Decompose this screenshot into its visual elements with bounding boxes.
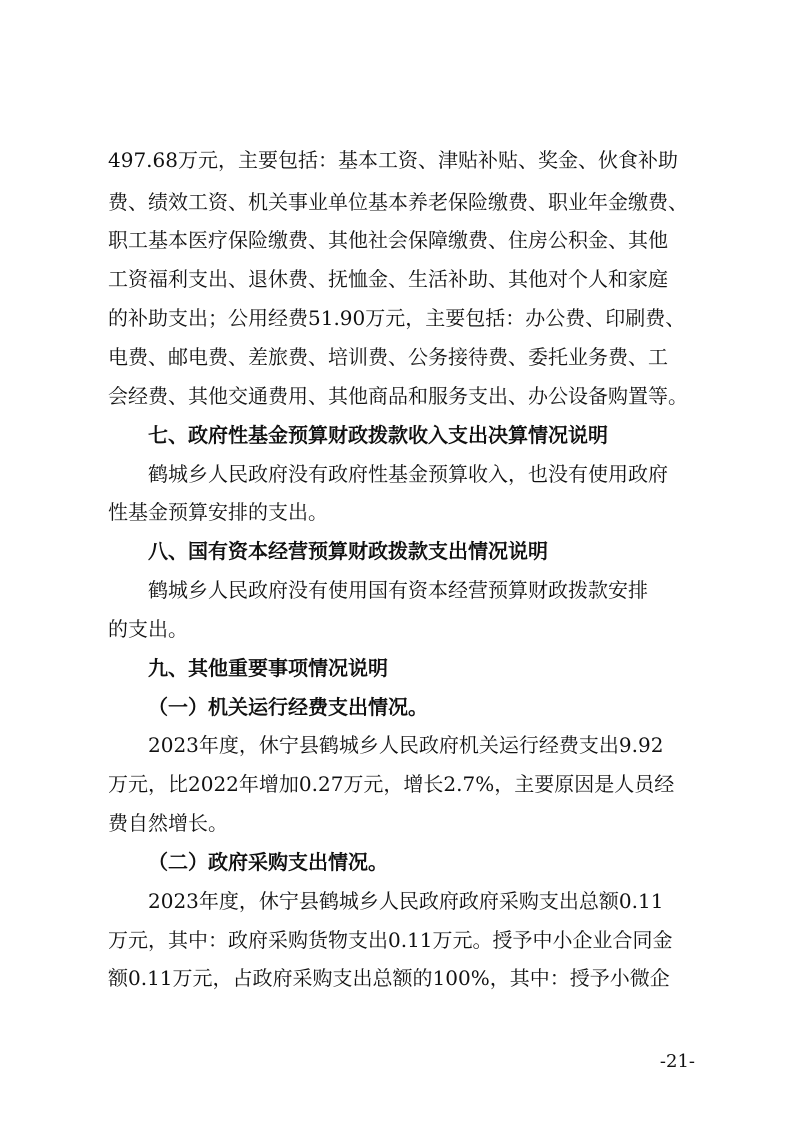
body-text-line: 2023年度，休宁县鹤城乡人民政府政府采购支出总额0.11 <box>148 889 664 913</box>
body-text-line: 的支出。 <box>108 617 188 641</box>
body-text-line: 费、绩效工资、机关事业单位基本养老保险缴费、职业年金缴费、 <box>108 190 688 214</box>
body-text-line: 电费、邮电费、差旅费、培训费、公务接待费、委托业务费、工 <box>108 345 668 369</box>
body-text-line: 额0.11万元，占政府采购支出总额的100%，其中：授予小微企 <box>108 966 670 990</box>
body-text-line: 鹤城乡人民政府没有使用国有资本经营预算财政拨款安排 <box>148 578 648 602</box>
subsection-heading: （一）机关运行经费支出情况。 <box>148 695 428 719</box>
body-text-line: 鹤城乡人民政府没有政府性基金预算收入，也没有使用政府 <box>148 462 668 486</box>
body-text-line: 万元，比2022年增加0.27万元，增长2.7%，主要原因是人员经 <box>108 772 675 796</box>
body-text-line: 2023年度，休宁县鹤城乡人民政府机关运行经费支出9.92 <box>148 733 664 757</box>
page-number: -21- <box>659 1051 695 1072</box>
body-text-line: 工资福利支出、退休费、抚恤金、生活补助、其他对个人和家庭 <box>108 267 668 291</box>
body-text-line: 费自然增长。 <box>108 811 228 835</box>
body-text-line: 会经费、其他交通费用、其他商品和服务支出、办公设备购置等。 <box>108 384 688 408</box>
section-heading: 七、政府性基金预算财政拨款收入支出决算情况说明 <box>148 423 608 447</box>
subsection-heading: （二）政府采购支出情况。 <box>148 850 388 874</box>
body-text-line: 的补助支出；公用经费51.90万元，主要包括：办公费、印刷费、 <box>108 306 686 330</box>
section-heading: 八、国有资本经营预算财政拨款支出情况说明 <box>148 539 548 563</box>
body-text-line: 497.68万元，主要包括：基本工资、津贴补贴、奖金、伙食补助 <box>108 148 678 172</box>
section-heading: 九、其他重要事项情况说明 <box>148 656 388 680</box>
body-text-line: 性基金预算安排的支出。 <box>108 500 328 524</box>
body-text-line: 职工基本医疗保险缴费、其他社会保障缴费、住房公积金、其他 <box>108 228 668 252</box>
body-text-line: 万元，其中：政府采购货物支出0.11万元。授予中小企业合同金 <box>108 928 673 952</box>
